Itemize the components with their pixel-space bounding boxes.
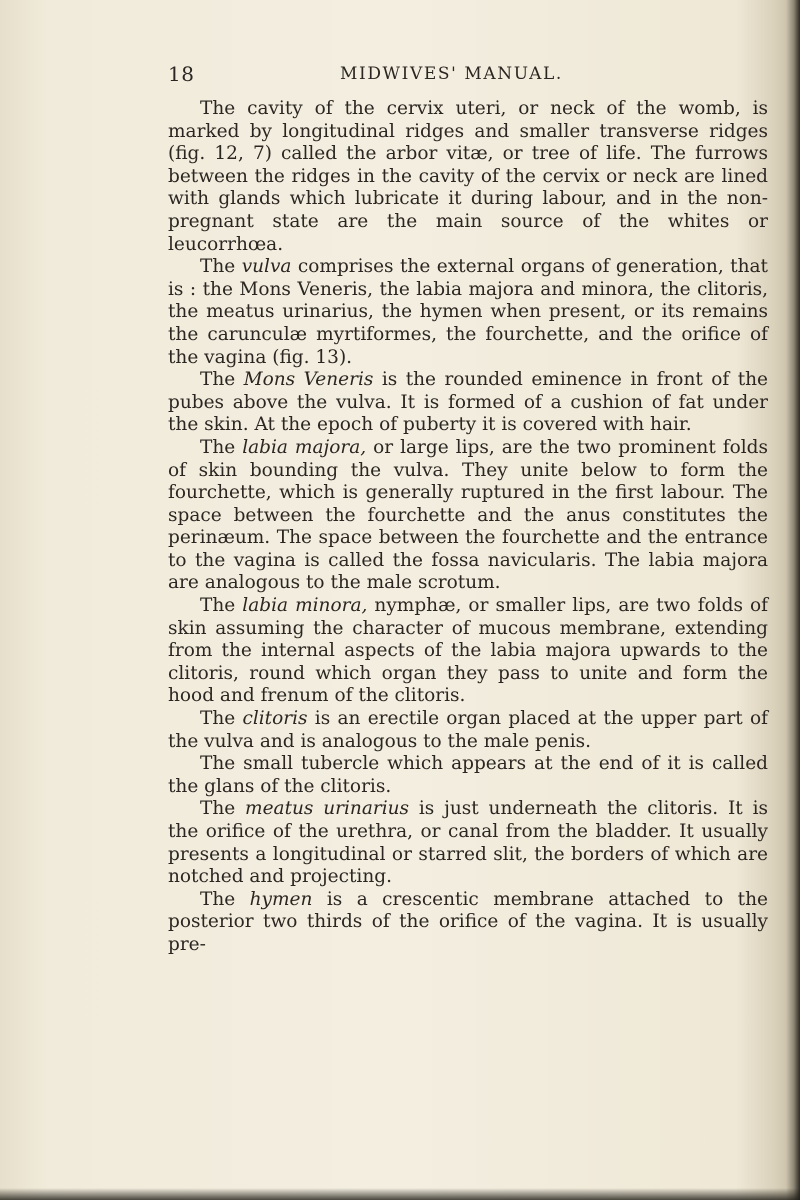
italic-term: clitoris bbox=[242, 708, 308, 730]
paragraph bbox=[168, 256, 768, 369]
paragraph-text: is an erectile organ placed at the upper part of the vulva and is analogous to the male penis. bbox=[168, 708, 768, 752]
paragraph bbox=[168, 369, 768, 437]
paragraph bbox=[168, 708, 768, 753]
paragraph-text: The bbox=[200, 595, 243, 617]
italic-term: Mons Veneris bbox=[243, 369, 374, 391]
page-bottom-edge bbox=[0, 1188, 800, 1200]
paragraph-text: The bbox=[200, 888, 250, 910]
paragraph bbox=[168, 98, 768, 256]
paragraph-text: or large lips, are the two prominent folds of skin bounding the vulva. They unite below to form the fourchette, which is generally ruptured in the first labour. The space between the fourchette and the anus constitutes the perinæum. The space between the fourchette and the entrance to the vagina is called the fossa navicularis. The labia majora are analogous to the male scrotum. bbox=[168, 436, 768, 594]
paragraph-text: comprises the external organs of generation, that is : the Mons Veneris, the labia majora and minora, the clitoris, the meatus urinarius, the hymen when present, or its remains the carunculæ myrtiformes, the fourchette, and the orifice of the vagina (fig. 13). bbox=[168, 256, 768, 368]
paragraph bbox=[168, 889, 768, 957]
paragraph-text: The bbox=[200, 798, 246, 820]
paragraph-text: The cavity of the cervix uteri, or neck of the womb, is marked by longitudinal ridges and smaller transverse ridges (fig. 12, 7) called the arbor vitæ, or tree of life. The furrows between the ridges in the cavity of the cervix or neck are lined with glands which lubricate it during labour, and in the non-pregnant state are the main source of the whites or leucorrhœa. bbox=[168, 98, 768, 255]
paragraph-text: is a crescentic membrane attached to the posterior two thirds of the orifice of the vagina. It is usually pre- bbox=[168, 888, 768, 955]
paragraph-text: is just underneath the clitoris. It is the orifice of the urethra, or canal from the bladder. It usually presents a longitudinal or starred slit, the borders of which are notched and projecting. bbox=[168, 798, 768, 888]
paragraph-text: The small tubercle which appears at the end of it is called the glans of the clitoris. bbox=[168, 753, 768, 797]
page-number: 18 bbox=[168, 62, 195, 86]
running-head bbox=[168, 62, 728, 86]
paragraph-text: The bbox=[200, 369, 244, 391]
paragraph-text: nymphæ, or smaller lips, are two folds of skin assuming the character of mucous membrane, extending from the internal aspects of the labia majora upwards to the clitoris, round which organ they pass to unite and form the hood and frenum of the clitoris. bbox=[168, 595, 769, 707]
running-title: MIDWIVES' MANUAL. bbox=[340, 64, 563, 84]
paragraph-text: The bbox=[200, 708, 243, 730]
paragraph bbox=[168, 753, 768, 798]
paragraph bbox=[168, 595, 768, 708]
paragraph-text: is the rounded eminence in front of the pubes above the vulva. It is formed of a cushion of fat under the skin. At the epoch of puberty it is covered with hair. bbox=[168, 369, 768, 436]
italic-term: labia minora, bbox=[242, 595, 368, 617]
paragraph-text: The bbox=[200, 256, 242, 278]
paragraph bbox=[168, 437, 768, 595]
paragraph-text: The bbox=[200, 436, 243, 458]
italic-term: vulva bbox=[241, 256, 292, 278]
page-edge-shadow bbox=[786, 0, 800, 1200]
italic-term: labia majora, bbox=[242, 436, 367, 458]
italic-term: hymen bbox=[249, 888, 313, 910]
body-text bbox=[168, 98, 768, 957]
italic-term: meatus urinarius bbox=[245, 798, 410, 820]
paragraph bbox=[168, 798, 768, 888]
